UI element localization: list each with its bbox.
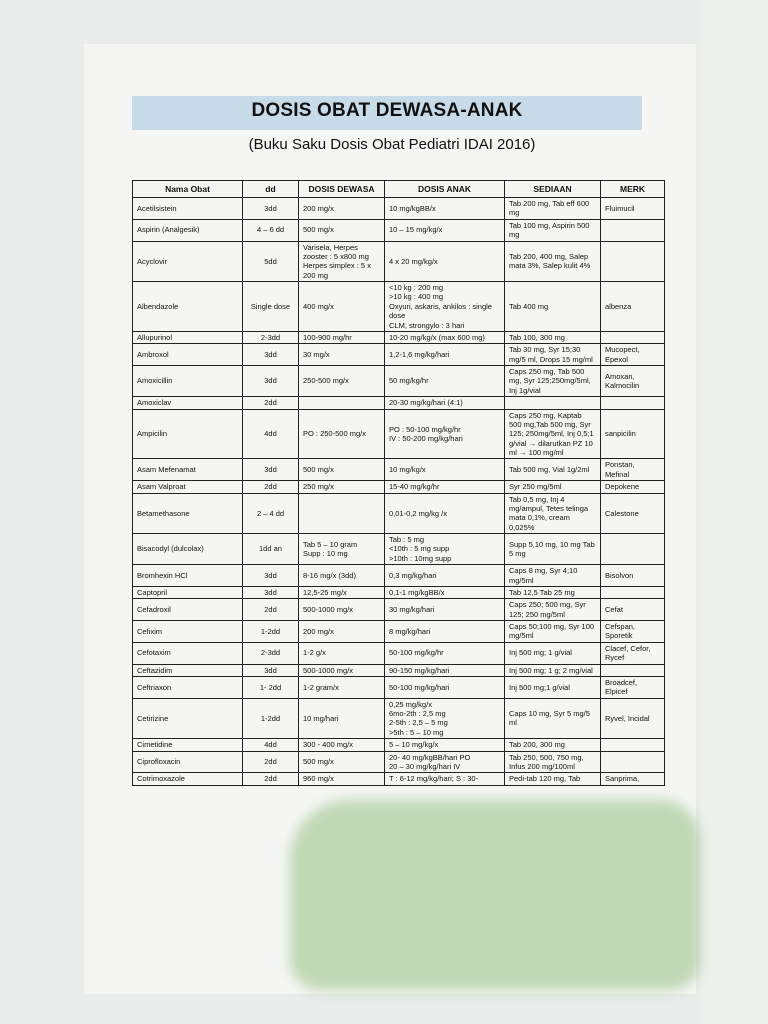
- table-row: [133, 397, 665, 409]
- cell-dosis-dewasa: Tab 5 – 10 gram Supp : 10 mg: [299, 534, 385, 565]
- cell-dosis-anak: <10 kg : 200 mg >10 kg : 400 mg Oxyuri, askaris, ankilos : single dose CLM, strongylo : 3 hari: [385, 282, 505, 332]
- cell-merk: [601, 331, 665, 343]
- cell-merk: [601, 534, 665, 565]
- cell-merk: Calestone: [601, 493, 665, 534]
- cell-dosis-dewasa: 250-500 mg/x: [299, 366, 385, 397]
- cell-dosis-anak: 20-30 mg/kg/hari (4:1): [385, 397, 505, 409]
- cell-dd: 3dd: [243, 664, 299, 676]
- cell-dosis-dewasa: PO : 250-500 mg/x: [299, 409, 385, 459]
- cell-dd: 2dd: [243, 751, 299, 773]
- cell-merk: Mucopect, Epexol: [601, 344, 665, 366]
- cell-dosis-anak: 10 mg/kg/x: [385, 459, 505, 481]
- table-row: [133, 241, 665, 282]
- cell-dosis-dewasa: 500-1000 mg/x: [299, 664, 385, 676]
- cell-nama-obat: Acetilsistein: [133, 198, 243, 220]
- cell-sediaan: Tab 500 mg, Vial 1g/2ml: [505, 459, 601, 481]
- header-merk: MERK: [601, 181, 665, 198]
- cell-dd: 1-2dd: [243, 698, 299, 739]
- cell-sediaan: Caps 250 mg, Tab 500 mg, Syr 125;250mg/5ml, Inj 1g/vial: [505, 366, 601, 397]
- table-row: [133, 698, 665, 739]
- cell-dosis-dewasa: 30 mg/x: [299, 344, 385, 366]
- cell-merk: [601, 751, 665, 773]
- cell-dosis-dewasa: [299, 397, 385, 409]
- header-nama-obat: Nama Obat: [133, 181, 243, 198]
- cell-dosis-dewasa: 300 - 400 mg/x: [299, 739, 385, 751]
- cell-merk: Clacef, Cefor, Rycef: [601, 642, 665, 664]
- cell-merk: [601, 586, 665, 598]
- cell-merk: sanpicilin: [601, 409, 665, 459]
- cell-dd: 1dd an: [243, 534, 299, 565]
- cell-nama-obat: Cetirizine: [133, 698, 243, 739]
- cell-dosis-anak: 0,01-0,2 mg/kg /x: [385, 493, 505, 534]
- cell-dosis-dewasa: 250 mg/x: [299, 481, 385, 493]
- cell-dosis-anak: 4 x 20 mg/kg/x: [385, 241, 505, 282]
- cell-dd: 4 – 6 dd: [243, 219, 299, 241]
- cell-dosis-dewasa: 960 mg/x: [299, 773, 385, 785]
- cell-merk: [601, 739, 665, 751]
- cell-sediaan: Syr 250 mg/5ml: [505, 481, 601, 493]
- cell-dosis-anak: 0,1-1 mg/kgBB/x: [385, 586, 505, 598]
- table-row: [133, 282, 665, 332]
- cell-nama-obat: Ambroxol: [133, 344, 243, 366]
- cell-dosis-dewasa: Varisela, Herpes zooster : 5 x800 mg Herpes simplex : 5 x 200 mg: [299, 241, 385, 282]
- header-dd: dd: [243, 181, 299, 198]
- cell-merk: [601, 397, 665, 409]
- cell-merk: albenza: [601, 282, 665, 332]
- cell-dosis-anak: PO : 50-100 mg/kg/hr IV : 50-200 mg/kg/hari: [385, 409, 505, 459]
- cell-nama-obat: Asam Valproat: [133, 481, 243, 493]
- cell-dd: 1-2dd: [243, 621, 299, 643]
- cell-nama-obat: Cotrimoxazole: [133, 773, 243, 785]
- table-row: [133, 586, 665, 598]
- cell-nama-obat: Betamethasone: [133, 493, 243, 534]
- cell-dosis-anak: 15-40 mg/kg/hr: [385, 481, 505, 493]
- cell-merk: Ryvel, Incidal: [601, 698, 665, 739]
- cell-dosis-dewasa: 100-900 mg/hr: [299, 331, 385, 343]
- cell-sediaan: Inj 500 mg; 1 g/vial: [505, 642, 601, 664]
- table-row: [133, 459, 665, 481]
- cell-dosis-anak: 8 mg/kg/hari: [385, 621, 505, 643]
- table-row: [133, 534, 665, 565]
- cell-merk: Cefspan, Sporetik: [601, 621, 665, 643]
- cell-dd: 2 – 4 dd: [243, 493, 299, 534]
- cell-sediaan: Caps 50;100 mg, Syr 100 mg/5ml: [505, 621, 601, 643]
- cell-nama-obat: Albendazole: [133, 282, 243, 332]
- cell-nama-obat: Amoxiclav: [133, 397, 243, 409]
- cell-nama-obat: Bromhexin HCl: [133, 565, 243, 587]
- cell-sediaan: Caps 10 mg, Syr 5 mg/5 ml: [505, 698, 601, 739]
- table-row: [133, 751, 665, 773]
- table-row: [133, 331, 665, 343]
- cell-merk: [601, 219, 665, 241]
- cell-sediaan: Inj 500 mg; 1 g; 2 mg/vial: [505, 664, 601, 676]
- cell-dosis-anak: 0,3 mg/kg/hari: [385, 565, 505, 587]
- header-dosis-anak: DOSIS ANAK: [385, 181, 505, 198]
- cell-dosis-dewasa: 500 mg/x: [299, 751, 385, 773]
- table-row: [133, 409, 665, 459]
- cell-dd: 2dd: [243, 773, 299, 785]
- cell-sediaan: Caps 250; 500 mg, Syr 125; 250 mg/5ml: [505, 599, 601, 621]
- cell-dd: 1- 2dd: [243, 676, 299, 698]
- cell-nama-obat: Cefixim: [133, 621, 243, 643]
- cell-sediaan: Tab 12,5 Tab 25 mg: [505, 586, 601, 598]
- cell-dosis-dewasa: 1-2 g/x: [299, 642, 385, 664]
- cell-dosis-anak: 10-20 mg/kg/x (max 600 mg): [385, 331, 505, 343]
- cell-merk: Amoxan, Kalmocilin: [601, 366, 665, 397]
- cell-dosis-anak: 10 mg/kgBB/x: [385, 198, 505, 220]
- table-row: [133, 493, 665, 534]
- cell-merk: Fluimucil: [601, 198, 665, 220]
- cell-dosis-anak: 10 – 15 mg/kg/x: [385, 219, 505, 241]
- cell-nama-obat: Cefotaxim: [133, 642, 243, 664]
- cell-sediaan: Caps 8 mg, Syr 4;10 mg/5ml: [505, 565, 601, 587]
- cell-sediaan: Pedi-tab 120 mg, Tab: [505, 773, 601, 785]
- table-row: [133, 565, 665, 587]
- header-dosis-dewasa: DOSIS DEWASA: [299, 181, 385, 198]
- page-edge: [700, 0, 768, 1024]
- cell-dd: 2dd: [243, 481, 299, 493]
- cell-merk: [601, 664, 665, 676]
- cell-dosis-anak: 0,25 mg/kg/x 6mo-2th : 2,5 mg 2-5th : 2,5 – 5 mg >5th : 5 – 10 mg: [385, 698, 505, 739]
- cell-dd: 5dd: [243, 241, 299, 282]
- cell-dd: 3dd: [243, 344, 299, 366]
- cell-sediaan: Tab 100, 300 mg: [505, 331, 601, 343]
- cell-dd: 2-3dd: [243, 331, 299, 343]
- cell-dosis-dewasa: 8-16 mg/x (3dd): [299, 565, 385, 587]
- table-row: [133, 773, 665, 785]
- cell-nama-obat: Ampicilin: [133, 409, 243, 459]
- cell-sediaan: Inj 500 mg;1 g/vial: [505, 676, 601, 698]
- cell-dosis-dewasa: [299, 493, 385, 534]
- cell-sediaan: Supp 5,10 mg, 10 mg Tab 5 mg: [505, 534, 601, 565]
- table-row: [133, 664, 665, 676]
- table-row: [133, 344, 665, 366]
- cell-dd: 3dd: [243, 366, 299, 397]
- cell-nama-obat: Ceftazidim: [133, 664, 243, 676]
- cell-dosis-dewasa: 200 mg/x: [299, 198, 385, 220]
- table-row: [133, 739, 665, 751]
- cell-dd: 4dd: [243, 739, 299, 751]
- cell-nama-obat: Aspirin (Analgesik): [133, 219, 243, 241]
- cell-merk: Ponstan, Mefinal: [601, 459, 665, 481]
- cell-merk: Cefat: [601, 599, 665, 621]
- cell-dd: 2dd: [243, 397, 299, 409]
- cell-merk: [601, 241, 665, 282]
- cell-sediaan: Tab 200, 300 mg: [505, 739, 601, 751]
- cell-dosis-dewasa: 12,5-25 mg/x: [299, 586, 385, 598]
- cell-sediaan: Tab 200, 400 mg, Salep mata 3%, Salep kulit 4%: [505, 241, 601, 282]
- header-sediaan: SEDIAAN: [505, 181, 601, 198]
- cell-dd: 4dd: [243, 409, 299, 459]
- cell-dd: 3dd: [243, 198, 299, 220]
- cell-merk: Broadcef, Elpicef: [601, 676, 665, 698]
- cell-dosis-anak: 30 mg/kg/hari: [385, 599, 505, 621]
- table-row: [133, 481, 665, 493]
- table-header-row: [133, 181, 665, 198]
- cell-sediaan: Tab 0,5 mg, Inj 4 mg/ampul, Tetes telinga mata 0,1%, cream 0,025%: [505, 493, 601, 534]
- cell-dosis-dewasa: 500 mg/x: [299, 459, 385, 481]
- cell-dd: 3dd: [243, 586, 299, 598]
- cell-nama-obat: Amoxicillin: [133, 366, 243, 397]
- table-row: [133, 676, 665, 698]
- document-title: DOSIS OBAT DEWASA-ANAK: [251, 100, 523, 121]
- cell-nama-obat: Cefadroxil: [133, 599, 243, 621]
- cell-dd: Single dose: [243, 282, 299, 332]
- table-row: [133, 599, 665, 621]
- cell-dosis-dewasa: 1-2 gram/x: [299, 676, 385, 698]
- cell-dd: 2dd: [243, 599, 299, 621]
- cell-sediaan: Tab 100 mg, Aspirin 500 mg: [505, 219, 601, 241]
- cell-nama-obat: Cimetidine: [133, 739, 243, 751]
- cell-nama-obat: Acyclovir: [133, 241, 243, 282]
- cell-dosis-anak: 50 mg/kg/hr: [385, 366, 505, 397]
- cell-dosis-anak: 50-100 mg/kg/hari: [385, 676, 505, 698]
- cell-dd: 3dd: [243, 565, 299, 587]
- cell-dosis-dewasa: 400 mg/x: [299, 282, 385, 332]
- table-row: [133, 219, 665, 241]
- cell-dosis-anak: 1,2-1,6 mg/kg/hari: [385, 344, 505, 366]
- cell-sediaan: Tab 250, 500, 750 mg, Infus 200 mg/100ml: [505, 751, 601, 773]
- cell-merk: Sanprima,: [601, 773, 665, 785]
- cell-sediaan: [505, 397, 601, 409]
- cell-dosis-anak: 50-100 mg/kg/hr: [385, 642, 505, 664]
- cell-dosis-anak: 5 – 10 mg/kg/x: [385, 739, 505, 751]
- cell-nama-obat: Asam Mefenamat: [133, 459, 243, 481]
- cell-nama-obat: Ciprofloxacin: [133, 751, 243, 773]
- cell-dd: 2-3dd: [243, 642, 299, 664]
- cell-nama-obat: Captopril: [133, 586, 243, 598]
- cell-dosis-dewasa: 500 mg/x: [299, 219, 385, 241]
- cell-sediaan: Caps 250 mg, Kaptab 500 mg,Tab 500 mg, Syr 125; 250mg/5ml, Inj 0,5;1 g/vial → dilarutkan PZ 10 ml → 100 mg/ml: [505, 409, 601, 459]
- cell-sediaan: Tab 400 mg: [505, 282, 601, 332]
- table-row: [133, 366, 665, 397]
- cell-sediaan: Tab 30 mg, Syr 15;30 mg/5 ml, Drops 15 mg/ml: [505, 344, 601, 366]
- table-row: [133, 621, 665, 643]
- document-subtitle: (Buku Saku Dosis Obat Pediatri IDAI 2016): [248, 136, 536, 153]
- cell-nama-obat: Bisacodyl (dulcolax): [133, 534, 243, 565]
- cell-merk: Bisolvon: [601, 565, 665, 587]
- cell-nama-obat: Allupurinol: [133, 331, 243, 343]
- dosage-table: [132, 180, 665, 786]
- cell-dosis-dewasa: 10 mg/hari: [299, 698, 385, 739]
- table-row: [133, 642, 665, 664]
- cell-dosis-dewasa: 500-1000 mg/x: [299, 599, 385, 621]
- cell-dd: 3dd: [243, 459, 299, 481]
- cell-dosis-dewasa: 200 mg/x: [299, 621, 385, 643]
- cell-dosis-anak: 90-150 mg/kg/hari: [385, 664, 505, 676]
- cell-dosis-anak: 20- 40 mg/kgBB/hari PO 20 – 30 mg/kg/hari IV: [385, 751, 505, 773]
- cell-merk: Depokene: [601, 481, 665, 493]
- cell-sediaan: Tab 200 mg, Tab eff 600 mg: [505, 198, 601, 220]
- table-row: [133, 198, 665, 220]
- cell-dosis-anak: Tab : 5 mg <10th : 5 mg supp >10th : 10mg supp: [385, 534, 505, 565]
- cell-dosis-anak: T : 6-12 mg/kg/hari; S : 30-: [385, 773, 505, 785]
- cell-nama-obat: Ceftriaxon: [133, 676, 243, 698]
- green-stain: [290, 800, 700, 990]
